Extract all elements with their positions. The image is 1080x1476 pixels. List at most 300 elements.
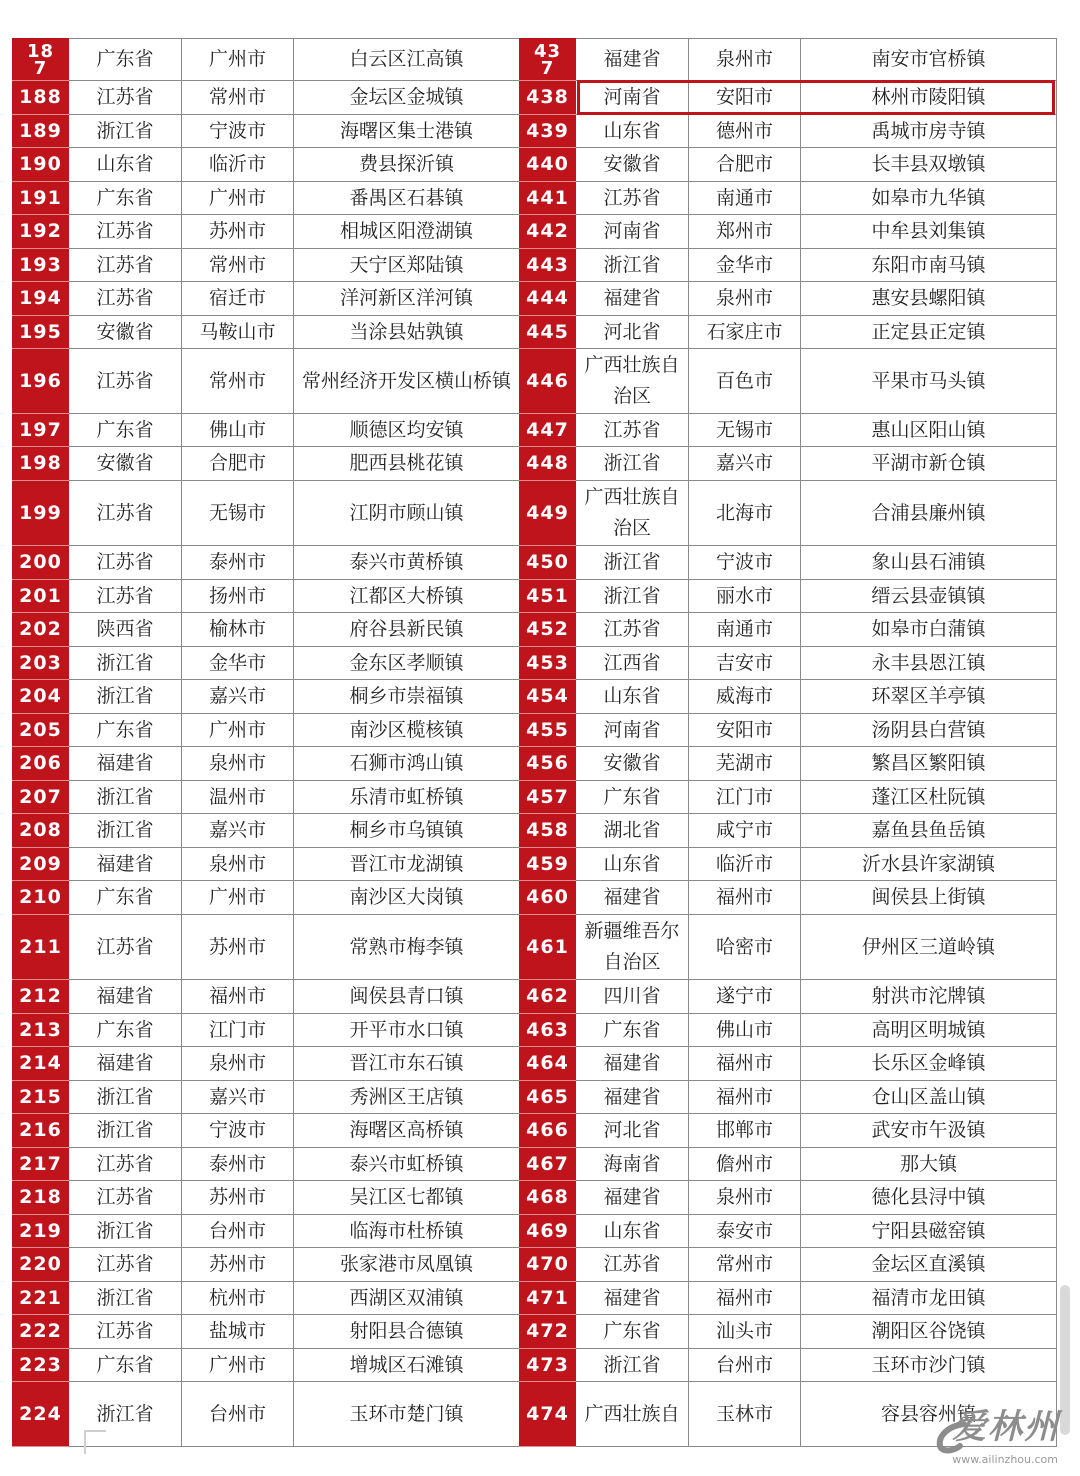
province-cell: 福建省 — [576, 1282, 689, 1315]
rank-number-cell: 224 — [13, 1382, 69, 1447]
city-cell: 泉州市 — [182, 747, 294, 781]
city-cell: 汕头市 — [689, 1315, 801, 1349]
table-row — [520, 447, 1057, 481]
town-cell: 射阳县合德镇 — [294, 1315, 520, 1349]
city-cell: 无锡市 — [182, 481, 294, 546]
city-cell: 广州市 — [182, 714, 294, 747]
province-cell: 江苏省 — [69, 349, 182, 414]
crop-corner-mark — [84, 1430, 106, 1454]
table-row — [520, 580, 1057, 613]
province-cell: 福建省 — [576, 39, 689, 81]
city-cell: 江门市 — [182, 1014, 294, 1047]
rank-number-cell: 216 — [13, 1114, 69, 1148]
city-cell: 临沂市 — [182, 148, 294, 182]
city-cell: 广州市 — [182, 39, 294, 81]
rank-number-cell: 200 — [13, 546, 69, 580]
rank-number-cell: 445 — [520, 316, 576, 349]
town-cell: 禹城市房寺镇 — [801, 115, 1057, 148]
city-cell: 泉州市 — [689, 1181, 801, 1215]
town-cell: 那大镇 — [801, 1148, 1057, 1181]
table-row — [13, 1315, 520, 1349]
province-cell: 浙江省 — [69, 1382, 182, 1447]
province-cell: 广西壮族自治区 — [576, 481, 689, 546]
city-cell: 台州市 — [182, 1382, 294, 1447]
table-row — [13, 81, 520, 115]
city-cell: 宁波市 — [182, 115, 294, 148]
city-cell: 泰州市 — [182, 1148, 294, 1181]
city-cell: 嘉兴市 — [689, 447, 801, 481]
province-cell: 福建省 — [576, 1047, 689, 1081]
rank-number-cell: 211 — [13, 915, 69, 980]
province-cell: 江苏省 — [69, 915, 182, 980]
rank-number-cell: 451 — [520, 580, 576, 613]
town-cell: 张家港市凤凰镇 — [294, 1248, 520, 1282]
table-row — [13, 1081, 520, 1114]
city-cell: 广州市 — [182, 1349, 294, 1382]
city-cell: 泉州市 — [689, 282, 801, 316]
province-cell: 江苏省 — [69, 580, 182, 613]
province-cell: 广东省 — [69, 1014, 182, 1047]
province-cell: 广东省 — [69, 714, 182, 747]
province-cell: 新疆维吾尔自治区 — [576, 915, 689, 980]
rank-number-cell: 218 — [13, 1181, 69, 1215]
town-cell: 东阳市南马镇 — [801, 249, 1057, 282]
town-cell: 缙云县壶镇镇 — [801, 580, 1057, 613]
town-cell: 伊州区三道岭镇 — [801, 915, 1057, 980]
table-row — [13, 182, 520, 215]
province-cell: 江苏省 — [576, 182, 689, 215]
town-cell: 泰兴市黄桥镇 — [294, 546, 520, 580]
rank-digits-bottom: 7 — [33, 57, 48, 79]
table-row — [13, 747, 520, 781]
city-cell: 广州市 — [182, 881, 294, 915]
table-row — [520, 546, 1057, 580]
table-row — [520, 1114, 1057, 1148]
rank-number-cell: 214 — [13, 1047, 69, 1081]
rank-number-cell: 462 — [520, 980, 576, 1014]
rank-number-cell: 440 — [520, 148, 576, 182]
town-cell: 海曙区集士港镇 — [294, 115, 520, 148]
province-cell: 江苏省 — [69, 249, 182, 282]
table-row — [13, 1148, 520, 1181]
table-row — [520, 915, 1057, 980]
province-cell: 浙江省 — [69, 115, 182, 148]
city-cell: 常州市 — [689, 1248, 801, 1282]
province-cell: 福建省 — [69, 1047, 182, 1081]
province-cell: 浙江省 — [576, 1349, 689, 1382]
table-row — [13, 680, 520, 714]
table-row — [520, 814, 1057, 848]
city-cell: 泰安市 — [689, 1215, 801, 1248]
rank-number-cell: 204 — [13, 680, 69, 714]
province-cell: 湖北省 — [576, 814, 689, 848]
province-cell: 河北省 — [576, 1114, 689, 1148]
city-cell: 无锡市 — [689, 414, 801, 447]
town-cell: 晋江市龙湖镇 — [294, 848, 520, 881]
rank-number-cell: 201 — [13, 580, 69, 613]
city-cell: 嘉兴市 — [182, 680, 294, 714]
city-cell: 泉州市 — [689, 39, 801, 81]
table-row — [13, 414, 520, 447]
city-cell: 常州市 — [182, 249, 294, 282]
right-table-body — [520, 39, 1057, 1447]
rank-number-cell: 217 — [13, 1148, 69, 1181]
rank-number-cell: 198 — [13, 447, 69, 481]
province-cell: 浙江省 — [576, 546, 689, 580]
rank-number-cell — [13, 39, 69, 81]
province-cell: 山东省 — [576, 115, 689, 148]
province-cell: 江苏省 — [69, 546, 182, 580]
city-cell: 咸宁市 — [689, 814, 801, 848]
table-row — [13, 447, 520, 481]
table-row — [520, 714, 1057, 747]
city-cell: 哈密市 — [689, 915, 801, 980]
rank-number-cell: 210 — [13, 881, 69, 915]
rank-number-cell: 438 — [520, 81, 576, 115]
town-cell: 沂水县许家湖镇 — [801, 848, 1057, 881]
rank-number-cell: 190 — [13, 148, 69, 182]
city-cell: 福州市 — [689, 1047, 801, 1081]
rank-number-cell: 193 — [13, 249, 69, 282]
city-cell: 儋州市 — [689, 1148, 801, 1181]
table-row — [13, 1114, 520, 1148]
province-cell: 江苏省 — [69, 81, 182, 115]
table-row — [520, 148, 1057, 182]
province-cell: 广东省 — [69, 414, 182, 447]
rank-number-cell: 221 — [13, 1282, 69, 1315]
town-cell: 临海市杜桥镇 — [294, 1215, 520, 1248]
province-cell: 广西壮族自治区 — [576, 349, 689, 414]
province-cell: 山东省 — [576, 848, 689, 881]
table-row — [520, 1047, 1057, 1081]
city-cell: 丽水市 — [689, 580, 801, 613]
rank-number-cell: 444 — [520, 282, 576, 316]
town-cell: 容县容州镇 — [801, 1382, 1057, 1447]
table-row — [13, 580, 520, 613]
rank-number-cell: 457 — [520, 781, 576, 814]
table-row — [13, 1282, 520, 1315]
city-cell: 北海市 — [689, 481, 801, 546]
province-cell: 江苏省 — [69, 282, 182, 316]
city-cell: 宁波市 — [689, 546, 801, 580]
town-cell: 如皋市九华镇 — [801, 182, 1057, 215]
rank-number-cell: 452 — [520, 613, 576, 647]
city-cell: 石家庄市 — [689, 316, 801, 349]
rank-number-cell: 449 — [520, 481, 576, 546]
watermark — [916, 1406, 1066, 1466]
table-row — [13, 316, 520, 349]
town-cell: 乐清市虹桥镇 — [294, 781, 520, 814]
town-cell: 石狮市鸿山镇 — [294, 747, 520, 781]
table-row — [520, 1148, 1057, 1181]
city-cell: 常州市 — [182, 349, 294, 414]
rank-number-cell: 197 — [13, 414, 69, 447]
town-cell: 洋河新区洋河镇 — [294, 282, 520, 316]
city-cell: 福州市 — [689, 881, 801, 915]
table-row — [520, 680, 1057, 714]
table-row — [520, 1181, 1057, 1215]
town-cell: 天宁区郑陆镇 — [294, 249, 520, 282]
town-cell: 金坛区金城镇 — [294, 81, 520, 115]
province-cell: 浙江省 — [576, 580, 689, 613]
province-cell: 江苏省 — [69, 215, 182, 249]
rank-number-cell: 447 — [520, 414, 576, 447]
rank-number-cell: 465 — [520, 1081, 576, 1114]
rank-number-cell: 206 — [13, 747, 69, 781]
town-cell: 番禺区石碁镇 — [294, 182, 520, 215]
rank-number-cell — [520, 39, 576, 81]
province-cell: 福建省 — [576, 1081, 689, 1114]
town-cell: 闽侯县青口镇 — [294, 980, 520, 1014]
town-cell: 射洪市沱牌镇 — [801, 980, 1057, 1014]
table-row — [520, 349, 1057, 414]
town-cell: 蓬江区杜阮镇 — [801, 781, 1057, 814]
city-cell: 广州市 — [182, 182, 294, 215]
rank-number-cell: 199 — [13, 481, 69, 546]
table-row — [520, 316, 1057, 349]
city-cell: 安阳市 — [689, 81, 801, 115]
table-row — [520, 881, 1057, 915]
town-cell: 永丰县恩江镇 — [801, 647, 1057, 680]
province-cell: 浙江省 — [69, 647, 182, 680]
table-row — [520, 39, 1057, 81]
city-cell: 苏州市 — [182, 1248, 294, 1282]
town-cell: 当涂县姑孰镇 — [294, 316, 520, 349]
rank-digits-top: 18 — [26, 40, 55, 62]
table-row — [13, 1215, 520, 1248]
rank-number-cell: 467 — [520, 1148, 576, 1181]
table-row — [13, 915, 520, 980]
province-cell: 广东省 — [69, 881, 182, 915]
town-cell: 合浦县廉州镇 — [801, 481, 1057, 546]
province-cell: 江苏省 — [69, 481, 182, 546]
province-cell: 浙江省 — [69, 680, 182, 714]
town-cell: 白云区江高镇 — [294, 39, 520, 81]
town-cell: 南沙区大岗镇 — [294, 881, 520, 915]
rank-number-cell: 212 — [13, 980, 69, 1014]
town-cell: 汤阴县白营镇 — [801, 714, 1057, 747]
town-cell: 仓山区盖山镇 — [801, 1081, 1057, 1114]
table-row — [13, 1014, 520, 1047]
city-cell: 百色市 — [689, 349, 801, 414]
city-cell: 合肥市 — [689, 148, 801, 182]
rank-number-cell: 469 — [520, 1215, 576, 1248]
province-cell: 江苏省 — [576, 1248, 689, 1282]
province-cell: 浙江省 — [69, 1081, 182, 1114]
table-row — [13, 1181, 520, 1215]
province-cell: 山东省 — [576, 1215, 689, 1248]
rank-number-cell: 456 — [520, 747, 576, 781]
rank-number-cell: 202 — [13, 613, 69, 647]
table-row — [520, 182, 1057, 215]
table-row — [520, 1282, 1057, 1315]
city-cell: 佛山市 — [182, 414, 294, 447]
city-cell: 合肥市 — [182, 447, 294, 481]
town-cell: 金东区孝顺镇 — [294, 647, 520, 680]
city-cell: 安阳市 — [689, 714, 801, 747]
province-cell: 广东省 — [69, 1349, 182, 1382]
table-row — [520, 647, 1057, 680]
watermark-logo: 爱林州 — [952, 1407, 1060, 1447]
province-cell: 福建省 — [69, 747, 182, 781]
city-cell: 马鞍山市 — [182, 316, 294, 349]
table-row — [520, 481, 1057, 546]
city-cell: 嘉兴市 — [182, 1081, 294, 1114]
table-row — [520, 1349, 1057, 1382]
city-cell: 福州市 — [689, 1081, 801, 1114]
town-cell: 高明区明城镇 — [801, 1014, 1057, 1047]
table-row — [520, 980, 1057, 1014]
town-cell: 常州经济开发区横山桥镇 — [294, 349, 520, 414]
table-row — [520, 1081, 1057, 1114]
city-cell: 郑州市 — [689, 215, 801, 249]
table-row — [520, 115, 1057, 148]
table-row — [13, 814, 520, 848]
table-row — [520, 81, 1057, 115]
table-row — [13, 848, 520, 881]
city-cell: 芜湖市 — [689, 747, 801, 781]
province-cell: 浙江省 — [69, 1215, 182, 1248]
rank-number-cell: 188 — [13, 81, 69, 115]
province-cell: 江苏省 — [69, 1315, 182, 1349]
province-cell: 福建省 — [576, 1181, 689, 1215]
town-cell: 泰兴市虹桥镇 — [294, 1148, 520, 1181]
province-cell: 福建省 — [576, 282, 689, 316]
town-cell: 环翠区羊亭镇 — [801, 680, 1057, 714]
rank-number-cell: 472 — [520, 1315, 576, 1349]
town-cell: 中牟县刘集镇 — [801, 215, 1057, 249]
table-row — [520, 282, 1057, 316]
watermark-url: www.ailinzhou.com — [952, 1453, 1058, 1466]
province-cell: 广东省 — [69, 182, 182, 215]
rank-number-cell: 466 — [520, 1114, 576, 1148]
rank-number-cell: 463 — [520, 1014, 576, 1047]
table-row — [13, 980, 520, 1014]
table-row — [13, 613, 520, 647]
rank-number-cell: 219 — [13, 1215, 69, 1248]
province-cell: 广东省 — [69, 39, 182, 81]
table-row — [13, 115, 520, 148]
city-cell: 金华市 — [689, 249, 801, 282]
city-cell: 宁波市 — [182, 1114, 294, 1148]
province-cell: 江苏省 — [69, 1181, 182, 1215]
province-cell: 江苏省 — [69, 1248, 182, 1282]
town-cell: 桐乡市乌镇镇 — [294, 814, 520, 848]
rank-number-cell: 461 — [520, 915, 576, 980]
city-cell: 宿迁市 — [182, 282, 294, 316]
town-cell: 江阴市顾山镇 — [294, 481, 520, 546]
town-cell: 宁阳县磁窑镇 — [801, 1215, 1057, 1248]
city-cell: 福州市 — [689, 1282, 801, 1315]
province-cell: 浙江省 — [576, 249, 689, 282]
rank-number-cell: 196 — [13, 349, 69, 414]
city-cell: 遂宁市 — [689, 980, 801, 1014]
rank-number-cell: 454 — [520, 680, 576, 714]
rank-number-cell: 446 — [520, 349, 576, 414]
table-row — [13, 1349, 520, 1382]
table-row — [520, 414, 1057, 447]
rank-number-cell: 205 — [13, 714, 69, 747]
table-row — [520, 747, 1057, 781]
town-cell: 闽侯县上街镇 — [801, 881, 1057, 915]
city-cell: 威海市 — [689, 680, 801, 714]
town-cell: 长丰县双墩镇 — [801, 148, 1057, 182]
town-cell: 南安市官桥镇 — [801, 39, 1057, 81]
town-cell: 惠山区阳山镇 — [801, 414, 1057, 447]
left-ranking-table — [12, 38, 520, 1447]
table-row — [13, 647, 520, 680]
province-cell: 山东省 — [576, 680, 689, 714]
province-cell: 福建省 — [576, 881, 689, 915]
city-cell: 泉州市 — [182, 1047, 294, 1081]
town-cell: 林州市陵阳镇 — [801, 81, 1057, 115]
town-cell: 相城区阳澄湖镇 — [294, 215, 520, 249]
rank-digits-bottom: 7 — [540, 57, 555, 79]
province-cell: 福建省 — [69, 848, 182, 881]
city-cell: 德州市 — [689, 115, 801, 148]
city-cell: 南通市 — [689, 613, 801, 647]
province-cell: 广东省 — [576, 1014, 689, 1047]
town-cell: 潮阳区谷饶镇 — [801, 1315, 1057, 1349]
province-cell: 安徽省 — [69, 447, 182, 481]
town-cell: 南沙区榄核镇 — [294, 714, 520, 747]
rank-number-cell: 189 — [13, 115, 69, 148]
province-cell: 浙江省 — [69, 814, 182, 848]
province-cell: 浙江省 — [69, 1114, 182, 1148]
town-cell: 西湖区双浦镇 — [294, 1282, 520, 1315]
rank-number-cell: 473 — [520, 1349, 576, 1382]
city-cell: 吉安市 — [689, 647, 801, 680]
town-cell: 玉环市楚门镇 — [294, 1382, 520, 1447]
town-cell: 平果市马头镇 — [801, 349, 1057, 414]
city-cell: 临沂市 — [689, 848, 801, 881]
city-cell: 苏州市 — [182, 1181, 294, 1215]
rank-number-cell: 220 — [13, 1248, 69, 1282]
table-row — [13, 39, 520, 81]
town-cell: 秀洲区王店镇 — [294, 1081, 520, 1114]
town-cell: 常熟市梅李镇 — [294, 915, 520, 980]
rank-number-cell: 474 — [520, 1382, 576, 1447]
rank-number-cell: 471 — [520, 1282, 576, 1315]
table-row — [13, 148, 520, 182]
province-cell: 江苏省 — [576, 613, 689, 647]
rank-number-cell: 453 — [520, 647, 576, 680]
province-cell: 河南省 — [576, 215, 689, 249]
table-row — [13, 881, 520, 915]
town-cell: 桐乡市崇福镇 — [294, 680, 520, 714]
town-cell: 如皋市白蒲镇 — [801, 613, 1057, 647]
city-cell: 台州市 — [689, 1349, 801, 1382]
table-row — [13, 781, 520, 814]
city-cell: 玉林市 — [689, 1382, 801, 1447]
table-row — [520, 215, 1057, 249]
left-table-body — [13, 39, 520, 1447]
province-cell: 河南省 — [576, 81, 689, 115]
town-cell: 嘉鱼县鱼岳镇 — [801, 814, 1057, 848]
province-cell: 江苏省 — [576, 414, 689, 447]
province-cell: 浙江省 — [69, 1282, 182, 1315]
table-row — [13, 249, 520, 282]
rank-number-cell: 191 — [13, 182, 69, 215]
rank-number-cell: 442 — [520, 215, 576, 249]
province-cell: 四川省 — [576, 980, 689, 1014]
rank-number-cell: 439 — [520, 115, 576, 148]
rank-number-cell: 460 — [520, 881, 576, 915]
table-row — [13, 546, 520, 580]
city-cell: 苏州市 — [182, 915, 294, 980]
city-cell: 台州市 — [182, 1215, 294, 1248]
province-cell: 广西壮族自 — [576, 1382, 689, 1447]
